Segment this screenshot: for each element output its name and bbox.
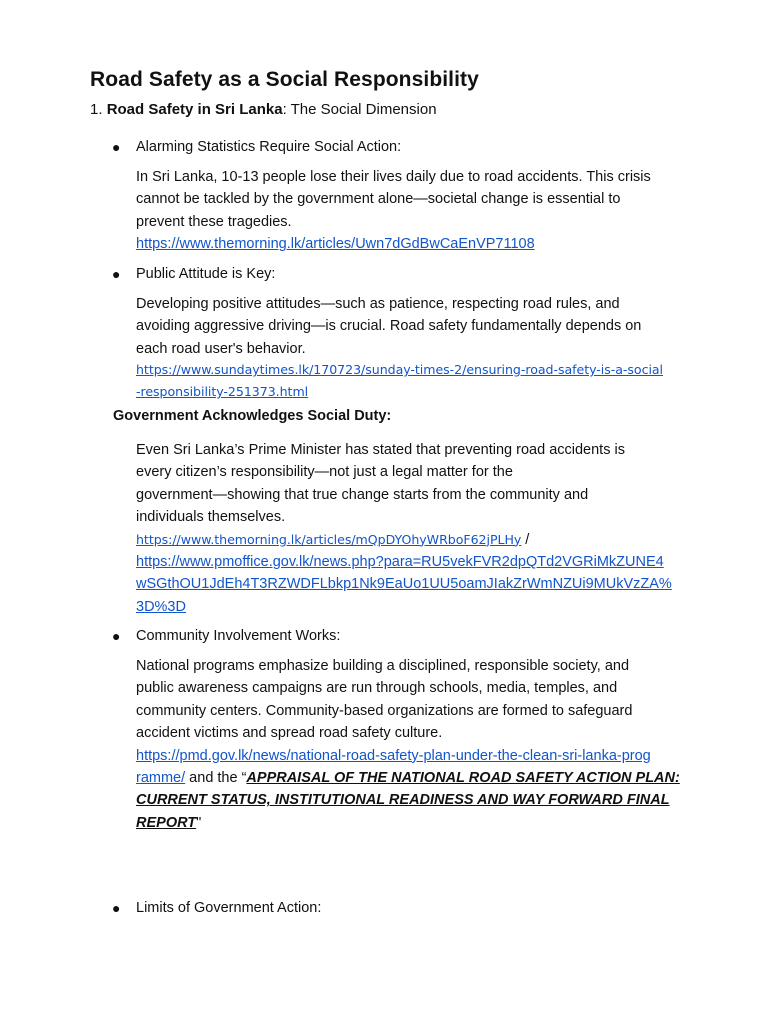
pmoffice-link-continued[interactable]: wSGthOU1JdEh4T3RZWDFLbkp1Nk9EaUo1UU5oamJIakZrWmNZUi9MUkVzZA% (136, 576, 672, 593)
pmoffice-link-end[interactable]: 3D%3D (136, 598, 186, 615)
pmd-link-continued[interactable]: ramme/ (136, 770, 186, 787)
paragraph-line: prevent these tragedies. (136, 213, 292, 230)
paragraph-line: cannot be tackled by the government alone—societal change is essential to (136, 191, 621, 208)
sundaytimes-link-continued[interactable]: -responsibility-251373.html (136, 384, 309, 399)
paragraph-public-attitude (136, 293, 681, 360)
paragraph-line: every citizen’s responsibility—not just a legal matter for the (136, 464, 513, 481)
paragraph-line: public awareness campaigns are run through schools, media, temples, and (136, 680, 618, 697)
bullet-icon: ● (112, 139, 121, 155)
bullet-icon: ● (112, 266, 121, 282)
paragraph-line: Even Sri Lanka’s Prime Minister has stated that preventing road accidents is (136, 442, 625, 458)
bullet-label-statistics: Alarming Statistics Require Social Action: (136, 139, 402, 155)
link-separator: / (521, 531, 530, 548)
sundaytimes-link-block (136, 359, 681, 403)
paragraph-line: National programs emphasize building a disciplined, responsible society, and (136, 658, 630, 674)
close-quote: " (196, 814, 202, 831)
paragraph-line: individuals themselves. (136, 509, 286, 526)
paragraph-line: community centers. Community-based organizations are formed to safeguard (136, 702, 633, 719)
paragraph-community (136, 655, 681, 834)
bullet-label-public-attitude: Public Attitude is Key: (136, 266, 276, 282)
report-title-continued: CURRENT STATUS, INSTITUTIONAL READINESS AND WAY FORWARD FINAL (136, 792, 670, 809)
paragraph-line: avoiding aggressive driving—is crucial. Road safety fundamentally depends on (136, 318, 642, 335)
bullet-label-limits: Limits of Government Action: (136, 900, 322, 916)
subtitle-rest: : The Social Dimension (282, 101, 437, 118)
themorning-link[interactable]: https://www.themorning.lk/articles/Uwn7dGdBwCaEnVP71108 (136, 236, 535, 253)
pmd-link[interactable]: https://pmd.gov.lk/news/national-road-safety-plan-under-the-clean-sri-lanka-prog (136, 747, 651, 764)
paragraph-government-duty (136, 439, 681, 618)
and-the-text: and the “ (185, 770, 247, 787)
themorning-pm-link[interactable]: https://www.themorning.lk/articles/mQpDYOhyWRboF62jPLHy (136, 531, 522, 547)
paragraph-statistics (136, 166, 681, 256)
bullet-label-community: Community Involvement Works: (136, 628, 341, 644)
paragraph-line: government—showing that true change starts from the community and (136, 486, 589, 503)
paragraph-line: Developing positive attitudes—such as patience, respecting road rules, and (136, 296, 620, 312)
bullet-icon: ● (112, 900, 121, 916)
report-title-end: REPORT (136, 814, 197, 831)
paragraph-line: each road user's behavior. (136, 340, 306, 357)
subtitle-number: 1. (90, 101, 107, 118)
sundaytimes-link[interactable]: https://www.sundaytimes.lk/170723/sunday-times-2/ensuring-road-safety-is-a-social (136, 362, 664, 377)
subtitle-bold: Road Safety in Sri Lanka (106, 101, 283, 118)
bullet-icon: ● (112, 628, 121, 644)
paragraph-line: accident victims and spread road safety culture. (136, 725, 443, 742)
document-title: Road Safety as a Social Responsibility (90, 68, 479, 91)
paragraph-line: In Sri Lanka, 10-13 people lose their lives daily due to road accidents. This crisis (136, 169, 651, 185)
heading-government-duty: Government Acknowledges Social Duty: (113, 408, 392, 424)
section-subtitle (90, 101, 437, 118)
report-title: APPRAISAL OF THE NATIONAL ROAD SAFETY ACTION PLAN: (246, 770, 680, 787)
pmoffice-link[interactable]: https://www.pmoffice.gov.lk/news.php?para=RU5vekFVR2dpQTd2VGRiMkZUNE4 (136, 554, 664, 571)
